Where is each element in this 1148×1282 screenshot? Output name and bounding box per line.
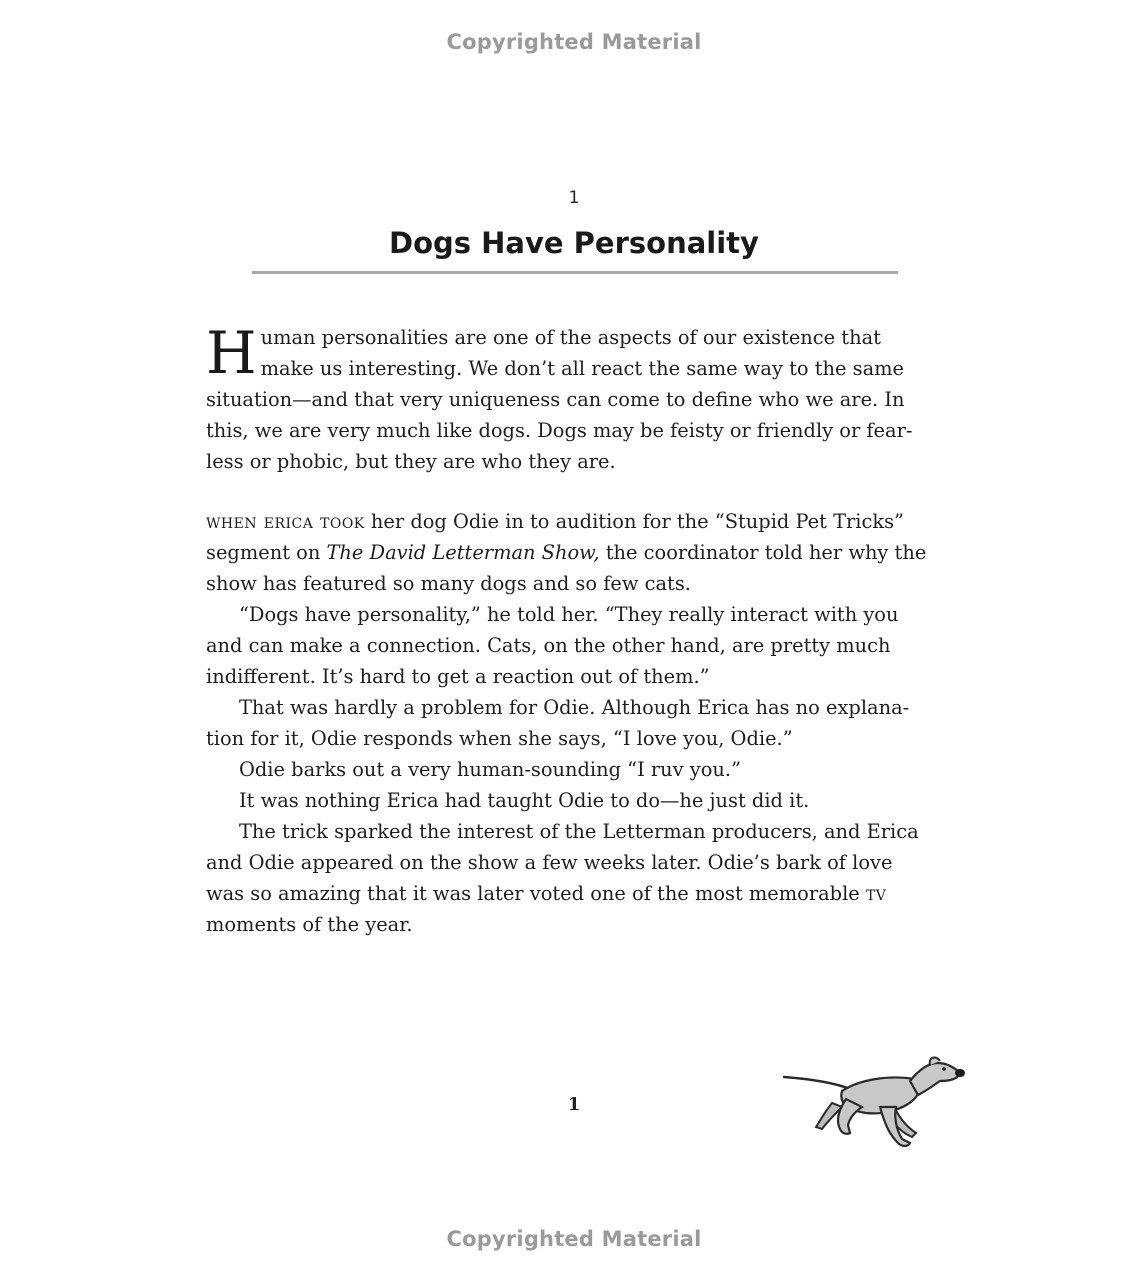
copyright-watermark-bottom: Copyrighted Material bbox=[446, 1227, 702, 1251]
smallcaps-lead: when erica took bbox=[206, 510, 365, 533]
intro-line: uman personalities are one of the aspects of our existence that bbox=[260, 326, 881, 349]
smallcaps-tv: tv bbox=[865, 882, 887, 905]
story-text: her dog Odie in to audition for the “Stupid Pet Tricks” bbox=[364, 510, 904, 533]
story-text: was so amazing that it was later voted one of the most memorable bbox=[206, 882, 866, 905]
story-text: and can make a connection. Cats, on the other hand, are pretty much bbox=[206, 634, 891, 657]
running-dog-icon bbox=[780, 1055, 970, 1155]
story-text: That was hardly a problem for Odie. Although Erica has no explana- bbox=[239, 696, 910, 719]
story-paragraph-1 bbox=[206, 506, 946, 599]
story-text: show has featured so many dogs and so few cats. bbox=[206, 572, 691, 595]
story-paragraph-3 bbox=[206, 692, 946, 754]
intro-line: this, we are very much like dogs. Dogs may be feisty or friendly or fear- bbox=[206, 419, 913, 442]
story-text: “Dogs have personality,” he told her. “They really interact with you bbox=[239, 603, 899, 626]
show-title: The David Letterman Show, bbox=[326, 541, 600, 564]
story-paragraph-4: Odie barks out a very human-sounding “I ruv you.” bbox=[239, 758, 741, 781]
intro-line: situation—and that very uniqueness can come to define who we are. In bbox=[206, 388, 905, 411]
chapter-title: Dogs Have Personality bbox=[389, 226, 759, 260]
story-text: tion for it, Odie responds when she says, “I love you, Odie.” bbox=[206, 727, 793, 750]
intro-paragraph bbox=[206, 319, 946, 477]
story-paragraph-2 bbox=[206, 599, 946, 692]
story-text: The trick sparked the interest of the Letterman producers, and Erica bbox=[239, 820, 919, 843]
intro-line: less or phobic, but they are who they are. bbox=[206, 450, 616, 473]
story-paragraph-5: It was nothing Erica had taught Odie to do—he just did it. bbox=[239, 789, 810, 812]
copyright-watermark-top: Copyrighted Material bbox=[446, 30, 702, 54]
story-text: segment on bbox=[206, 541, 327, 564]
chapter-number: 1 bbox=[568, 188, 580, 208]
story-body bbox=[206, 506, 946, 940]
story-text: the coordinator told her why the bbox=[599, 541, 927, 564]
intro-line: make us interesting. We don’t all react the same way to the same bbox=[260, 357, 904, 380]
drop-cap: H bbox=[206, 319, 257, 387]
page-number: 1 bbox=[567, 1094, 581, 1115]
story-text: and Odie appeared on the show a few weeks later. Odie’s bark of love bbox=[206, 851, 893, 874]
title-rule bbox=[252, 271, 898, 274]
story-text: indifferent. It’s hard to get a reaction out of them.” bbox=[206, 665, 710, 688]
story-paragraph-6 bbox=[206, 816, 946, 940]
story-text: moments of the year. bbox=[206, 913, 413, 936]
